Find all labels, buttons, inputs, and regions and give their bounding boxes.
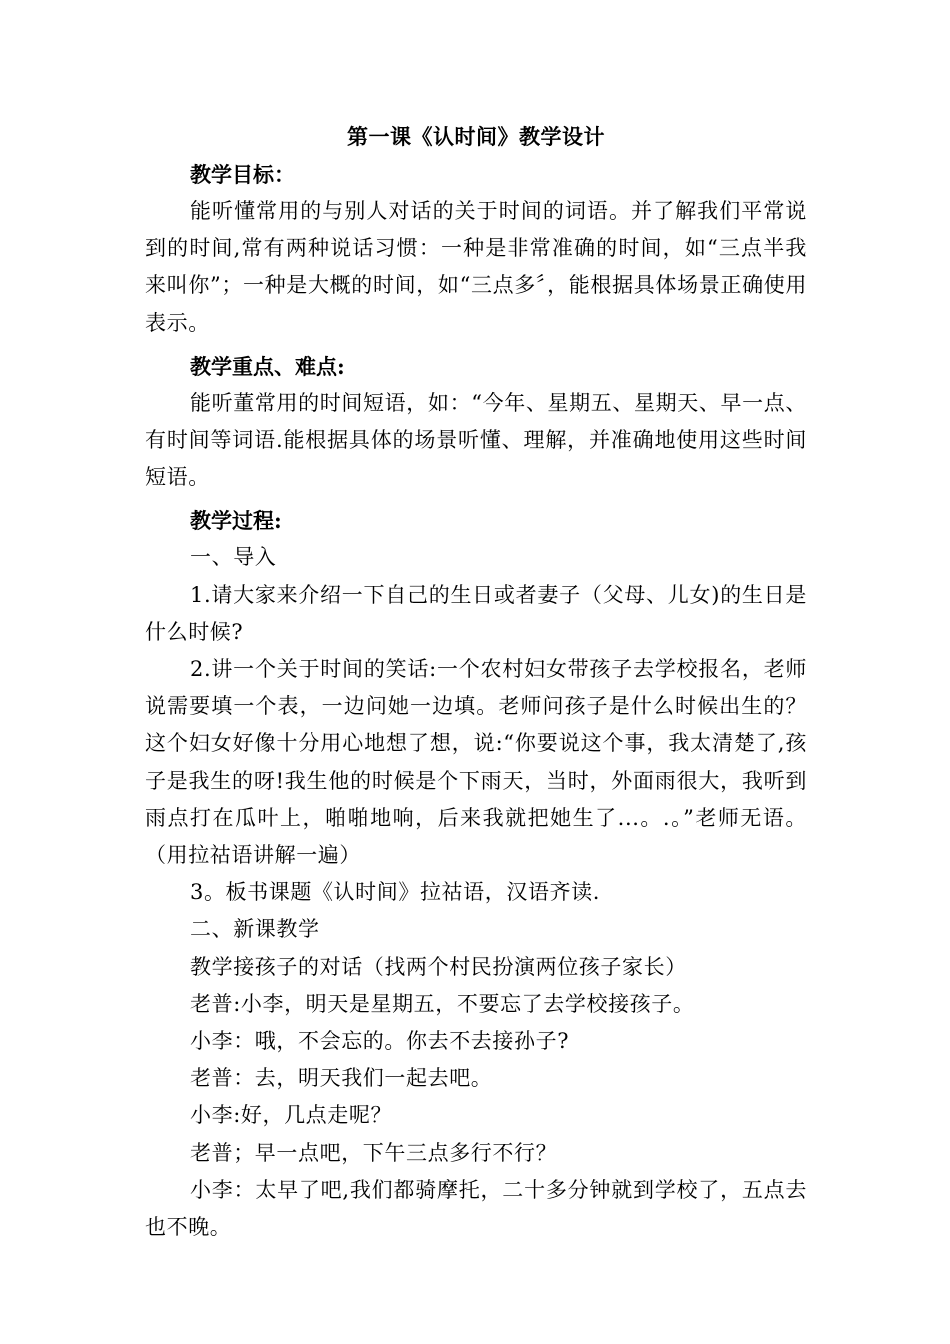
dialogue-line: 小李：哦，不会忘的。你去不去接孙子? bbox=[190, 1029, 570, 1054]
process-heading: 教学过程: bbox=[190, 508, 282, 534]
dialogue-line: 小李:好，几点走呢？ bbox=[190, 1103, 393, 1128]
dialogue-last-paragraph: 小李：太早了吧,我们都骑摩托，二十多分钟就到学校了，五点去也不晚。 bbox=[145, 1177, 807, 1240]
key-points-paragraph: 能听董常用的时间短语，如：“今年、星期五、星期天、早一点、有时间等词语.能根据具体的场景听懂、理解，并准确地使用这些时间短语。 bbox=[145, 390, 807, 490]
section-title-intro: 一、导入 bbox=[190, 545, 277, 570]
objectives-heading: 教学目标： bbox=[190, 162, 295, 187]
dialogue-line: 老普；早一点吧，下午三点多行不行？ bbox=[190, 1140, 558, 1165]
key-points-heading: 教学重点、难点: bbox=[190, 353, 345, 379]
dialogue-line: 老普:小李，明天是星期五，不要忘了去学校接孩子。 bbox=[190, 991, 695, 1016]
objectives-paragraph: 能听懂常用的与别人对话的关于时间的词语。并了解我们平常说到的时间,常有两种说话习惯：一种是非常准确的时间，如“三点半我来叫你”；一种是大概的时间，如“三点多〞，能根据具体场景正确使用表示。 bbox=[145, 199, 807, 335]
document-title: 第一课《认时间》教学设计 bbox=[347, 124, 605, 149]
intro-item-1: 1.请大家来介绍一下自己的生日或者妻子（父母、儿女)的生日是什么时候? bbox=[145, 582, 807, 644]
dialogue-intro: 教学接孩子的对话（找两个村民扮演两位孩子家长） bbox=[190, 954, 687, 979]
intro-item-2: 2.讲一个关于时间的笑话:一个农村妇女带孩子去学校报名，老师说需要填一个表，一边问她一边填。老师问孩子是什么时候出生的？这个妇女好像十分用心地想了想，说:“你要说这个事，我太清楚了,孩子是我生的呀!我生他的时候是个下雨天，当时，外面雨很大，我听到雨点打在瓜叶上，啪啪地响，后来我就把她生了...。.。”老师无语。（用拉祜语讲解一遍） bbox=[145, 657, 807, 868]
section-title-new-lesson: 二、新课教学 bbox=[190, 917, 320, 942]
document-page bbox=[145, 118, 807, 1246]
dialogue-line: 老普：去，明天我们一起去吧。 bbox=[190, 1066, 493, 1091]
intro-item-3: 3。板书课题《认时间》拉祜语，汉语齐读. bbox=[190, 880, 601, 905]
